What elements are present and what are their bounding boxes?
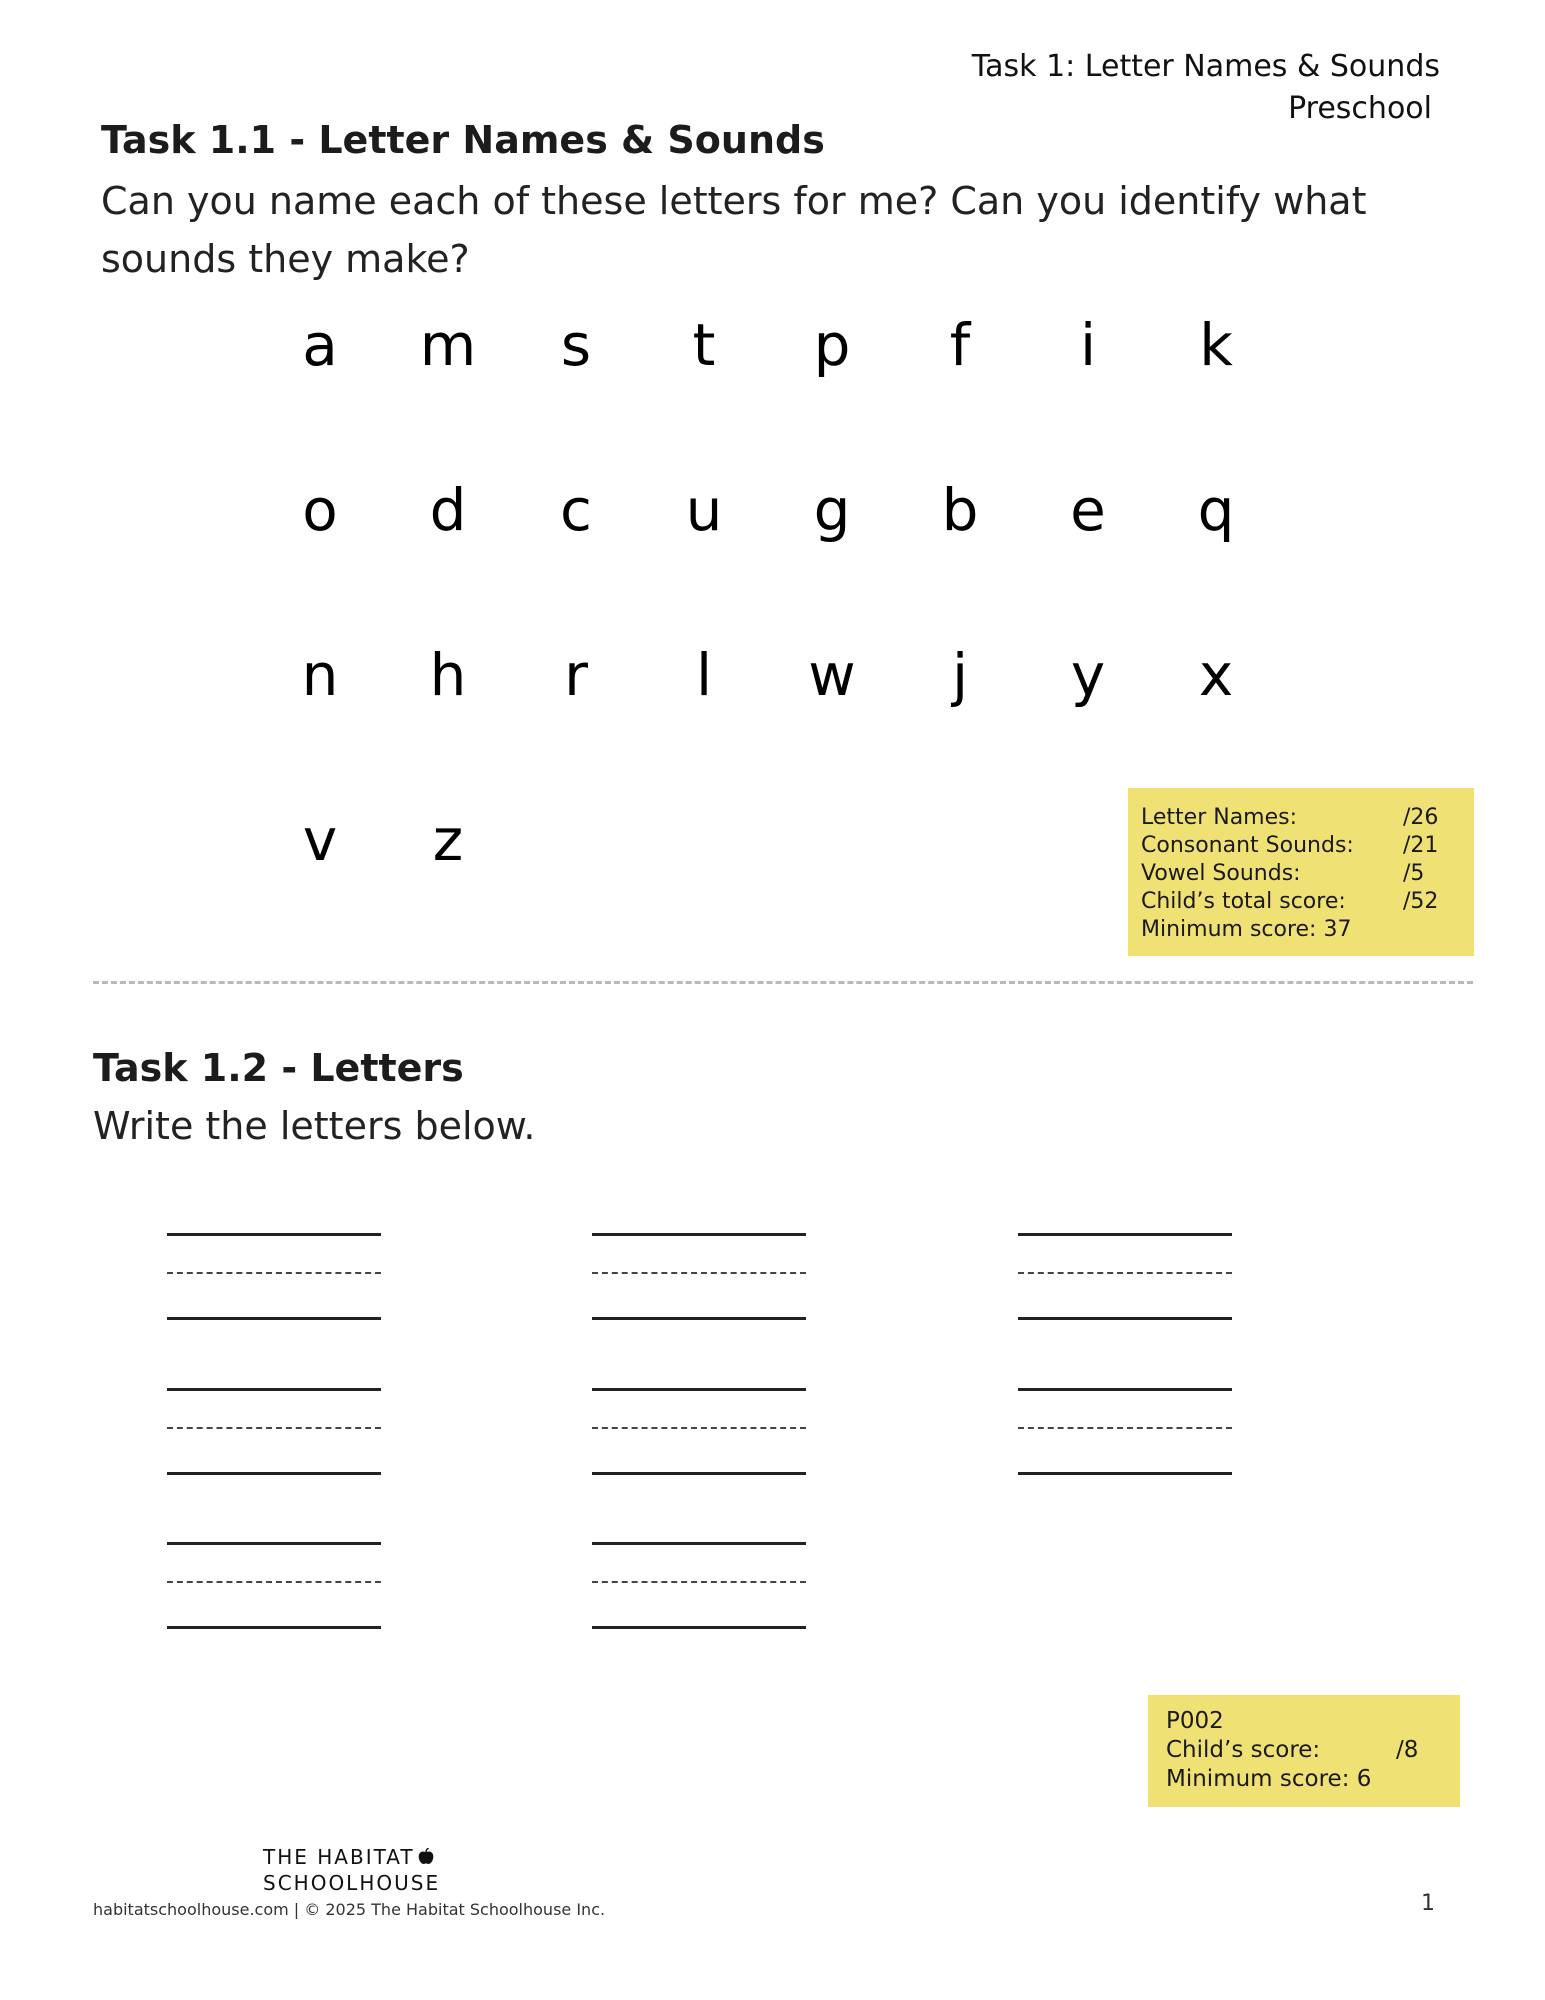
handwriting-line[interactable]	[167, 1542, 381, 1628]
section-divider	[93, 981, 1473, 984]
score-2-label: Child’s score:	[1166, 1737, 1321, 1763]
letter-s: s	[560, 311, 592, 379]
task-1-1-title: Task 1.1 - Letter Names & Sounds	[101, 118, 825, 162]
letter-o: o	[302, 476, 338, 544]
letter-z: z	[432, 806, 464, 874]
score-1-value: /52	[1403, 889, 1439, 914]
letter-f: f	[949, 311, 971, 379]
score-box-task-1-2	[1148, 1695, 1460, 1807]
task-1-2-instruction: Write the letters below.	[93, 1104, 536, 1148]
score-2-label: Minimum score: 6	[1166, 1766, 1372, 1792]
apple-icon	[417, 1848, 435, 1866]
score-1-row	[1141, 888, 1461, 916]
letter-t: t	[692, 311, 716, 379]
letter-j: j	[951, 641, 969, 709]
letter-n: n	[301, 641, 339, 709]
score-1-row	[1141, 832, 1461, 860]
score-1-label: Consonant Sounds:	[1141, 833, 1354, 858]
letter-b: b	[941, 476, 979, 544]
handwriting-line[interactable]	[1018, 1388, 1232, 1474]
score-box-task-1-1	[1128, 788, 1474, 956]
score-1-label: Vowel Sounds:	[1141, 861, 1301, 886]
brand-line-2: SCHOOLHOUSE	[263, 1871, 441, 1895]
header-task-label: Task 1: Letter Names & Sounds	[971, 49, 1440, 84]
score-1-label: Letter Names:	[1141, 805, 1298, 830]
letter-l: l	[695, 641, 713, 709]
score-1-row	[1141, 860, 1461, 888]
score-2-row	[1166, 1736, 1456, 1764]
letter-e: e	[1070, 476, 1106, 544]
letter-h: h	[429, 641, 467, 709]
score-1-value: /21	[1403, 833, 1439, 858]
score-2-value: /8	[1396, 1737, 1419, 1763]
letter-d: d	[429, 476, 467, 544]
letter-w: w	[808, 641, 856, 709]
task-1-2-title: Task 1.2 - Letters	[93, 1046, 464, 1090]
score-1-label: Minimum score: 37	[1141, 917, 1352, 942]
letter-p: p	[813, 311, 851, 379]
letter-i: i	[1079, 311, 1097, 379]
brand-line-1: THE HABITAT	[263, 1845, 415, 1869]
letter-x: x	[1198, 641, 1234, 709]
letter-g: g	[813, 476, 851, 544]
handwriting-line[interactable]	[592, 1233, 806, 1319]
header-grade-label: Preschool	[1288, 91, 1432, 126]
page-number: 1	[1421, 1891, 1435, 1916]
brand-logo	[263, 1844, 440, 1896]
score-1-label: Child’s total score:	[1141, 889, 1346, 914]
letter-m: m	[419, 311, 477, 379]
handwriting-line[interactable]	[167, 1388, 381, 1474]
task-1-1-instruction: Can you name each of these letters for me? Can you identify what sounds they make?	[101, 179, 1367, 281]
score-1-row	[1141, 916, 1461, 944]
score-2-row	[1166, 1765, 1456, 1793]
score-1-value: /5	[1403, 861, 1425, 886]
letter-r: r	[564, 641, 588, 709]
score-2-row	[1166, 1707, 1456, 1735]
letter-q: q	[1197, 476, 1235, 544]
score-2-label: P002	[1166, 1708, 1224, 1734]
score-1-row	[1141, 804, 1461, 832]
handwriting-line[interactable]	[167, 1233, 381, 1319]
handwriting-line[interactable]	[592, 1542, 806, 1628]
handwriting-line[interactable]	[592, 1388, 806, 1474]
score-1-value: /26	[1403, 805, 1439, 830]
letter-v: v	[302, 806, 338, 874]
letter-k: k	[1199, 311, 1233, 379]
handwriting-line[interactable]	[1018, 1233, 1232, 1319]
letter-u: u	[685, 476, 723, 544]
footer-copyright: habitatschoolhouse.com | © 2025 The Habitat Schoolhouse Inc.	[93, 1900, 606, 1919]
letter-y: y	[1070, 641, 1106, 709]
letter-a: a	[302, 311, 338, 379]
letter-c: c	[560, 476, 592, 544]
